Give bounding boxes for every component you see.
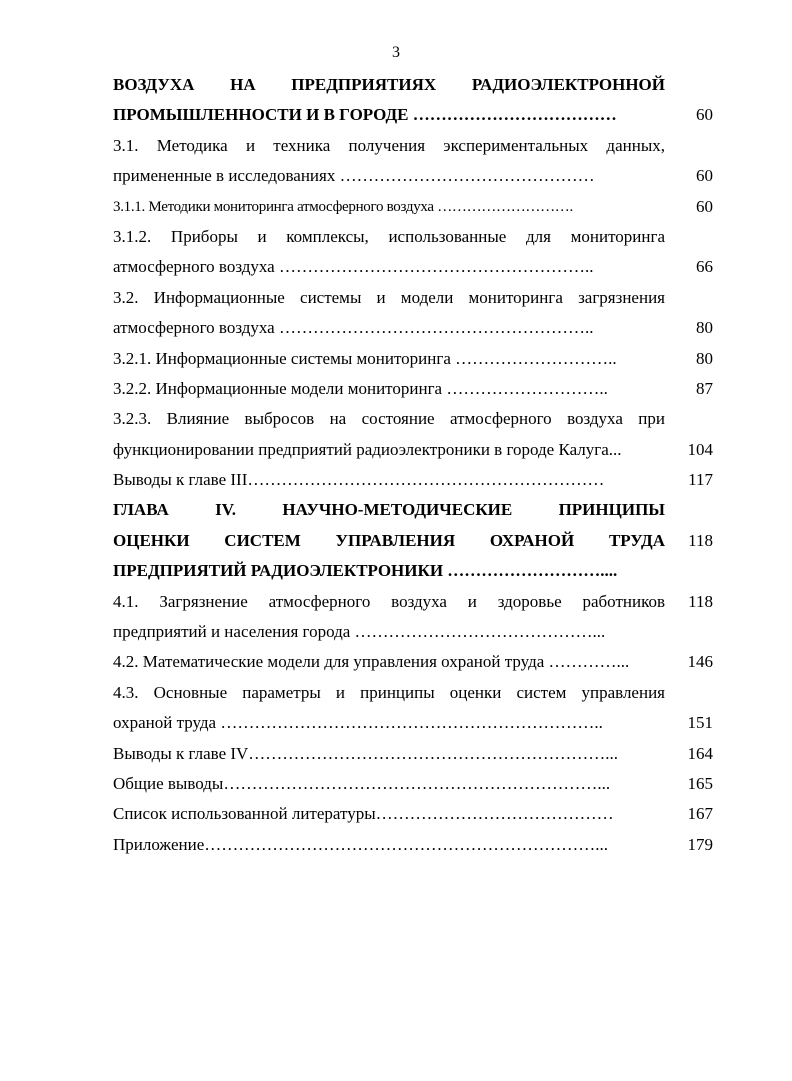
toc-entry-line: атмосферного воздуха ……………………………………………….. [113,318,594,338]
toc-entry [113,374,717,404]
toc-page-number: 118 [688,591,713,611]
toc-entry-line: ОЦЕНКИ СИСТЕМ УПРАВЛЕНИЯ ОХРАНОЙ ТРУДА [113,530,665,550]
page-number: 3 [392,44,400,61]
toc-entry-line: Общие выводы…………………………………………………………... [113,773,611,793]
toc-page-number: 165 [687,773,713,793]
toc-entry-line: Список использованной литературы…………………………………… [113,804,614,824]
toc-entry [113,283,717,344]
toc-page-number: 60 [696,105,713,125]
toc-page-number: 80 [696,348,713,368]
toc-page-number: 117 [688,470,713,490]
toc-page-number: 164 [687,743,713,763]
toc-entry [113,830,717,860]
toc-page-number: 167 [687,804,713,824]
toc-entry-line: 3.2. Информационные системы и модели мониторинга загрязнения [113,287,665,307]
table-of-contents [113,70,717,860]
toc-entry-line: 3.1.2. Приборы и комплексы, использованные для мониторинга [113,226,665,246]
toc-entry-line: функционировании предприятий радиоэлектроники в городе Калуга... [113,439,622,459]
toc-page-number: 60 [696,196,713,216]
toc-entry-line: 3.2.3. Влияние выбросов на состояние атмосферного воздуха при [113,409,665,429]
toc-entry [113,131,717,192]
toc-entry-line: 3.2.2. Информационные модели мониторинга ……………………….. [113,378,608,398]
toc-entry-line: атмосферного воздуха ……………………………………………….. [113,257,594,277]
toc-entry-line: 3.2.1. Информационные системы мониторинга ……………………….. [113,348,617,368]
toc-entry [113,799,717,829]
toc-entry-line: 3.1.1. Методики мониторинга атмосферного воздуха ………………………. [113,198,573,215]
toc-page-number: 151 [687,713,713,733]
toc-entry [113,344,717,374]
toc-entry-line: ПРОМЫШЛЕННОСТИ И В ГОРОДЕ ……………………………… [113,105,617,125]
toc-entry-line: 4.3. Основные параметры и принципы оценки систем управления [113,682,665,702]
toc-entry [113,495,717,586]
toc-page-number: 104 [687,439,713,459]
toc-entry-line: охраной труда ………………………………………………………….. [113,713,603,733]
toc-entry-line: примененные в исследованиях ……………………………………… [113,166,595,186]
toc-entry [113,70,717,131]
toc-entry-line: ВОЗДУХА НА ПРЕДПРИЯТИЯХ РАДИОЭЛЕКТРОННОЙ [113,75,665,94]
toc-page-number: 66 [696,257,713,277]
toc-page-number: 118 [688,530,713,550]
toc-entry [113,678,717,739]
toc-entry [113,222,717,283]
toc-entry-line: Выводы к главе III……………………………………………………… [113,470,605,490]
toc-entry-line: 4.2. Математические модели для управления охраной труда …………... [113,652,630,672]
toc-entry [113,647,717,677]
toc-entry [113,465,717,495]
toc-entry-line: Выводы к главе IV………………………………………………………... [113,743,619,763]
toc-entry [113,192,717,222]
toc-entry-line: Приложение……………………………………………………………... [113,834,608,854]
toc-page-number: 179 [687,834,713,854]
toc-page-number: 60 [696,166,713,186]
toc-page-number: 80 [696,318,713,338]
toc-entry [113,739,717,769]
toc-entry-line: ПРЕДПРИЯТИЙ РАДИОЭЛЕКТРОНИКИ ……………………….... [113,561,618,581]
toc-entry-line: 4.1. Загрязнение атмосферного воздуха и здоровье работников [113,591,665,611]
toc-page-number: 87 [696,378,713,398]
toc-entry-line: предприятий и населения города ……………………………………... [113,622,606,642]
toc-page-number: 146 [687,652,713,672]
toc-entry-line: ГЛАВА IV. НАУЧНО-МЕТОДИЧЕСКИЕ ПРИНЦИПЫ [113,500,665,520]
toc-entry [113,769,717,799]
toc-entry-line: 3.1. Методика и техника получения экспериментальных данных, [113,135,665,155]
toc-entry [113,587,717,648]
toc-entry [113,404,717,465]
